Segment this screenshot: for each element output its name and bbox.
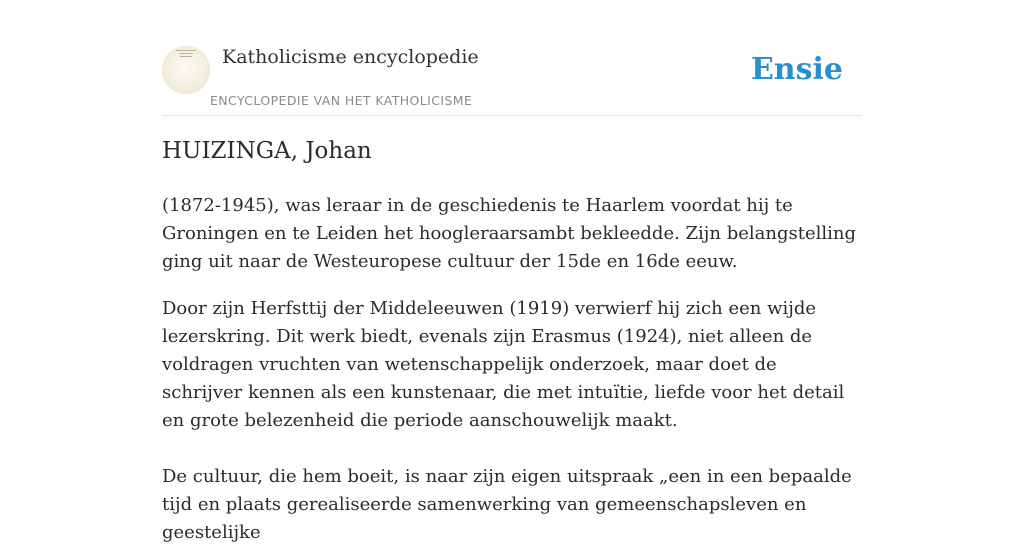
site-title[interactable]: Katholicisme encyclopedie — [222, 46, 479, 68]
site-header — [162, 0, 862, 116]
article-title: HUIZINGA, Johan — [162, 138, 372, 164]
page-container — [162, 0, 862, 543]
article-paragraph: Door zijn Herfsttij der Middeleeuwen (1919) verwierf hij zich een wijde lezerskring. Dit werk biedt, evenals zijn Erasmus (1924), niet alleen de voldragen vruchten van wetenschappelijk onderzoek, maar doet de schrijver kennen als een kunstenaar, die met intuïtie, liefde voor het detail en grote belezenheid die periode aanschouwelijk maakt. — [162, 298, 845, 431]
article-paragraph: (1872-1945), was leraar in de geschiedenis te Haarlem voordat hij te Groningen en te Leiden het hoogleraarsambt bekleedde. Zijn belangstelling ging uit naar de Westeuropese cultuur der 15de en 16de eeuw. — [162, 195, 856, 272]
encyclopedia-cover-icon[interactable] — [162, 46, 210, 94]
site-subtitle: ENCYCLOPEDIE VAN HET KATHOLICISME — [210, 93, 473, 108]
article-paragraph: De cultuur, die hem boeit, is naar zijn eigen uitspraak „een in een bepaalde tijd en plaats gerealiseerde samenwerking van gemeenschapsleven en geestelijke — [162, 466, 852, 543]
ensie-logo-link[interactable]: Ensie — [750, 52, 843, 87]
